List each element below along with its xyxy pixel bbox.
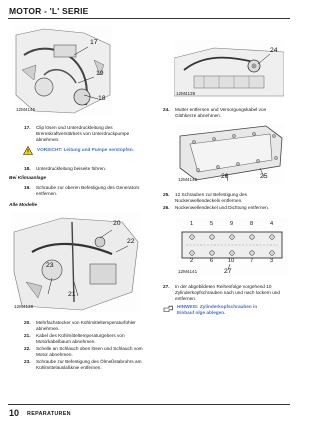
step-number: 25. (163, 192, 170, 197)
coolant-outlet-illustration (12, 212, 140, 312)
callout-17: 17 (90, 39, 98, 46)
step-text-line: 12 Schrauben zur Befestigung des (175, 192, 247, 197)
step-number: 19. (24, 185, 31, 190)
step-number: 22. (24, 346, 31, 351)
step-number: 27. (163, 284, 170, 289)
callout-25: 25 (260, 173, 268, 180)
step-number: 18. (24, 166, 31, 171)
figure-code: 12M4145 (16, 107, 36, 112)
step-text-line: Motor abnehmen. (36, 351, 73, 357)
step-text-line: Clip lösen und Unterdruckleitung des (36, 125, 113, 130)
bolt-sequence-6: 6 (210, 258, 214, 264)
callout-22: 22 (127, 238, 135, 245)
figure-code: 12M4141 (178, 269, 198, 274)
step-number: 24. (163, 107, 170, 112)
callout-26: 26 (221, 173, 229, 180)
section-heading-air-conditioning: Bei Klimaanlage (9, 176, 47, 181)
bolt-sequence-8: 8 (250, 221, 254, 227)
step-text-line: Nockenwellendeckel und Dichtung entfernen. (175, 205, 270, 210)
step-text-line: abnehmen. (36, 325, 60, 331)
bolt-sequence-9: 9 (230, 221, 234, 227)
note-text-line: HINWEIS: Zylinderkopfschrauben in (177, 304, 258, 309)
step-text-line: Mehrfachstecker von Kühlmitteltemperaturfühler (36, 320, 136, 325)
step-text-line: entfernen. (36, 190, 58, 196)
footer-section: REPARATUREN (27, 411, 71, 417)
bolt-sequence-2: 2 (190, 258, 194, 264)
figure-coolant-outlet (12, 212, 140, 312)
step-number: 17. (24, 125, 31, 130)
step-text-line: Zylinderkopfschrauben nach und nach lockern und (175, 289, 281, 295)
step-text-line: Kabel des Kühlmitteltemperaturgebers von (36, 333, 125, 338)
step-text-line: Mutter entfernen und Versorgungskabel von (175, 107, 267, 112)
bolt-sequence-1: 1 (190, 221, 194, 227)
figure-glow-plug (174, 40, 284, 98)
step-text-line: Motorkabelbaum abnehmen. (36, 338, 96, 344)
step-number: 20. (24, 320, 31, 325)
step-text-line: Schelle an Schlauch oben lösen und Schlauch vom (36, 346, 143, 351)
bolt-sequence-5: 5 (210, 221, 214, 227)
step-text-line: Schraube zur Befestigung des Ölmeßstabrohrs am (36, 359, 142, 364)
note-notice (163, 303, 288, 317)
glow-plug-illustration (174, 40, 284, 98)
bolt-sequence-10: 10 (228, 258, 235, 264)
figure-code: 12M4139 (176, 91, 196, 96)
footer-rule (8, 404, 290, 405)
step-text-line: Nockenwellendeckels entfernen. (175, 197, 243, 203)
warning-triangle-icon (23, 146, 33, 155)
step-text-line: In der abgebildeten Reihenfolge vorgehend 10 (175, 284, 272, 289)
step-text-line: Unterdruckleitung beiseite führen. (36, 166, 107, 171)
caution-notice (23, 146, 158, 158)
callout-24: 24 (270, 47, 278, 54)
page-number: 10 (9, 408, 20, 418)
figure-head-bolt-sequence (176, 218, 288, 276)
step-text-line: Bremskraftverstärkers von Unterdruckpumpe (36, 130, 130, 136)
step-text-line: Glühkerze abnehmen. (175, 112, 222, 118)
step-number: 21. (24, 333, 31, 338)
step-number: 26. (163, 205, 170, 210)
section-heading-all-models: Alle Modelle (9, 203, 37, 208)
note-text-line: Einbauf olge ablegen. (177, 309, 226, 315)
callout-19: 19 (96, 70, 104, 77)
callout-20: 20 (113, 220, 121, 227)
callout-18: 18 (98, 95, 106, 102)
step-text-line: Schraube zur oberen Befestigung des Generators (36, 185, 140, 190)
step-text-line: Kühlmittelauslaßknie entfernen. (36, 364, 102, 370)
page-title: MOTOR - 'L' SERIE (9, 6, 89, 16)
step-text-line: abnehmen. (36, 136, 60, 142)
step-number: 23. (24, 359, 31, 364)
bolt-sequence-7: 7 (250, 258, 254, 264)
figure-code: 12M4138 (14, 304, 34, 309)
bolt-sequence-4: 4 (270, 221, 274, 227)
callout-27: 27 (224, 268, 232, 275)
figure-vacuum-pipe (14, 25, 112, 115)
callout-23: 23 (46, 262, 54, 269)
figure-code: 12M4140 (178, 177, 198, 182)
note-hand-icon (163, 303, 173, 312)
figure-camshaft-cover (176, 124, 284, 184)
bolt-sequence-3: 3 (270, 258, 274, 264)
step-text-line: entfernen. (175, 295, 197, 301)
header-rule (8, 18, 290, 19)
callout-21: 21 (68, 291, 76, 298)
caution-text: VORSICHT: Leitung und Pumpe verstopfen. (37, 147, 134, 152)
